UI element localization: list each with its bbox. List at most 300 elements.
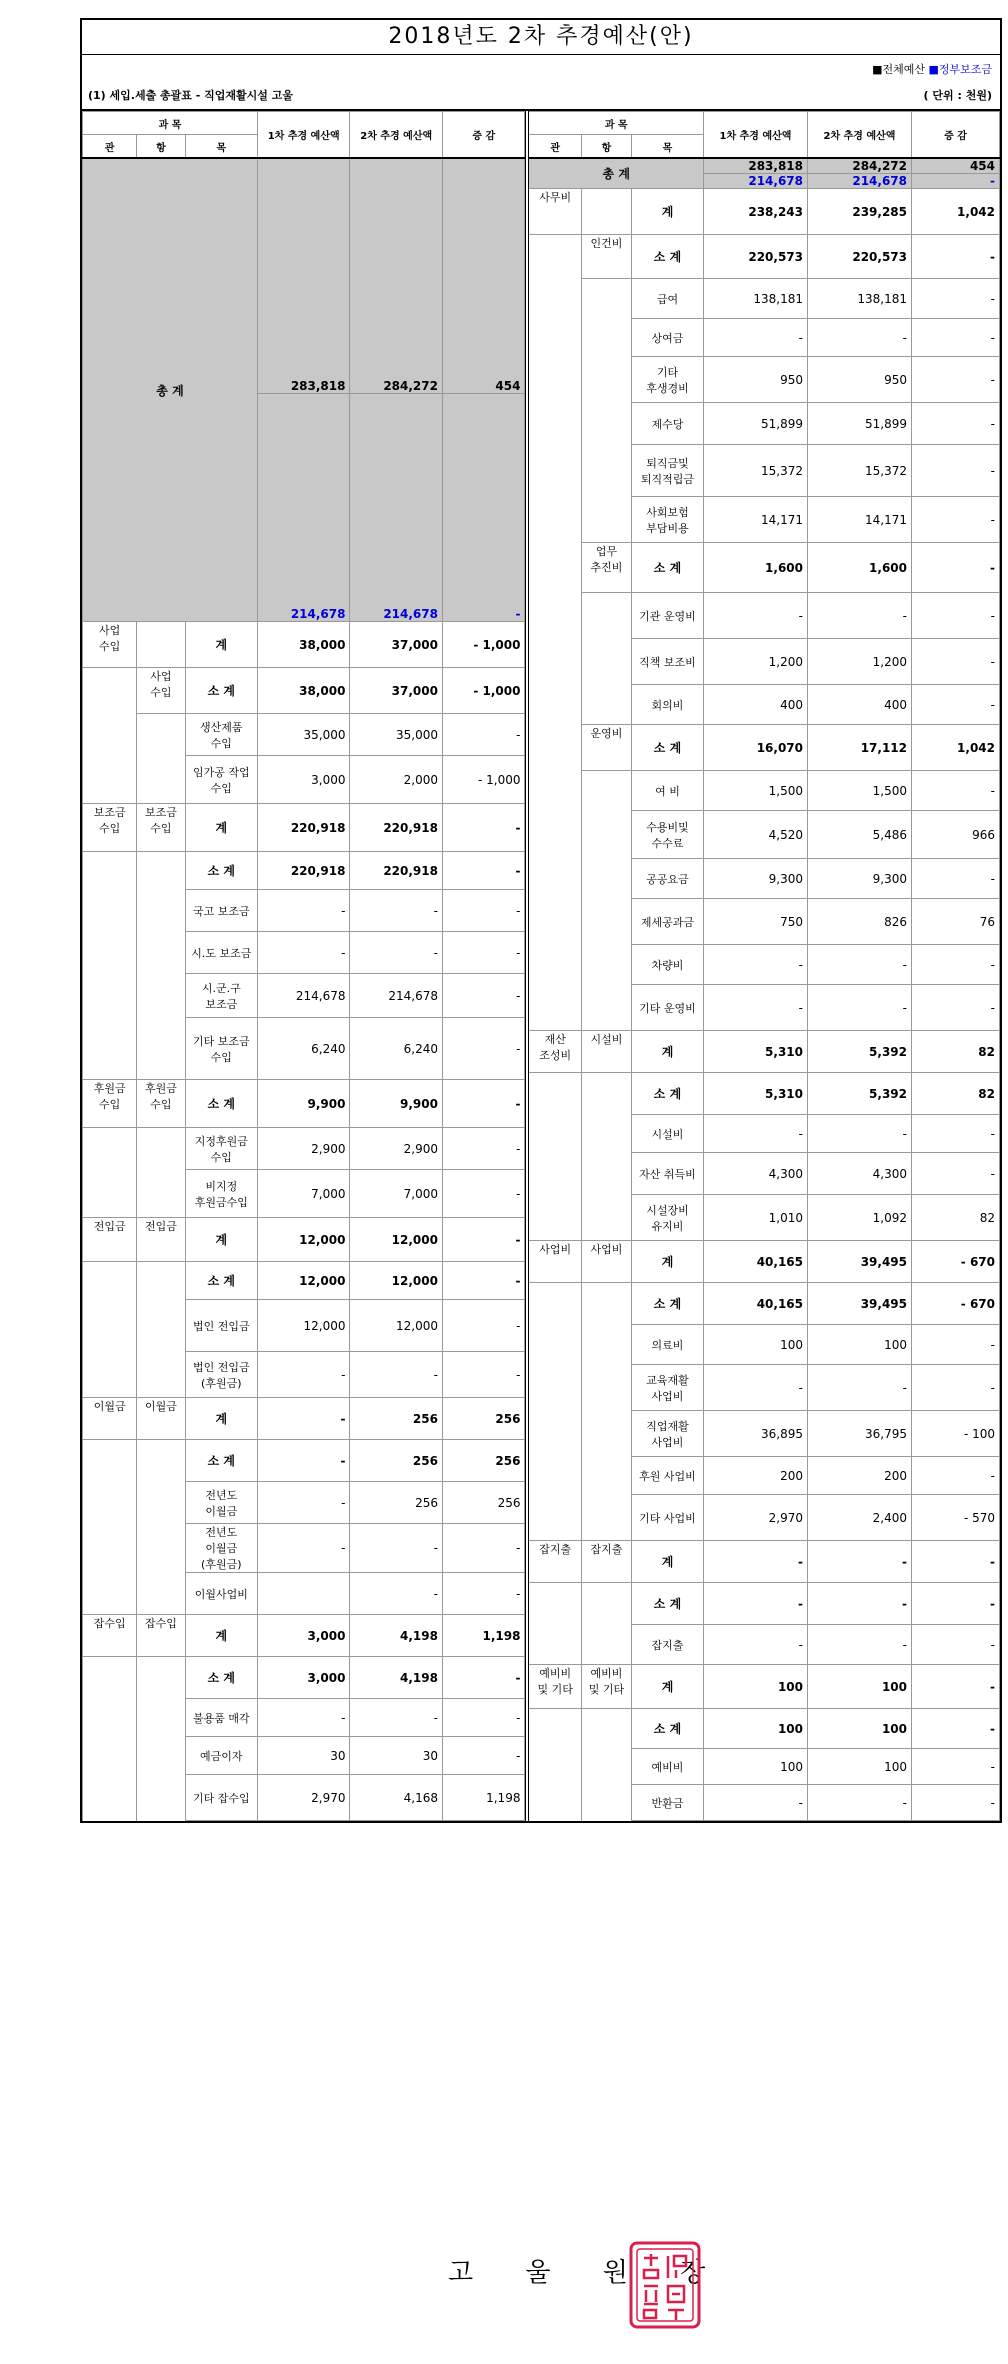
cell-gwan: [527, 543, 581, 593]
footer: [0, 2240, 1008, 2310]
cell-budget1: 12,000: [257, 1300, 350, 1352]
total-b1: 283,818: [704, 158, 808, 174]
cell-budget1: 1,500: [704, 771, 808, 811]
cell-gwan: [527, 771, 581, 811]
cell-mok: 생산제품 수입: [185, 714, 257, 756]
cell-budget2: 9,900: [350, 1080, 443, 1128]
cell-gwan: [527, 899, 581, 945]
total-gov-b1: 214,678: [704, 174, 808, 189]
cell-diff: -: [912, 235, 1000, 279]
cell-gwan: [527, 1325, 581, 1365]
table-row: [83, 1218, 525, 1262]
cell-budget2: 6,240: [350, 1018, 443, 1080]
cell-hang: 업무 추진비: [581, 543, 631, 593]
table-row: [527, 899, 999, 945]
cell-mok: 기타 후생경비: [631, 357, 703, 403]
cell-diff: -: [912, 945, 1000, 985]
cell-budget1: [257, 1573, 350, 1615]
cell-mok: 차량비: [631, 945, 703, 985]
cell-diff: 1,042: [912, 189, 1000, 235]
cell-budget2: 36,795: [808, 1411, 912, 1457]
header-budget1: 1차 추경 예산액: [257, 112, 350, 159]
cell-diff: -: [912, 771, 1000, 811]
cell-hang: [581, 1457, 631, 1495]
cell-hang: [581, 1153, 631, 1195]
cell-hang: [581, 1495, 631, 1541]
cell-budget2: -: [350, 1573, 443, 1615]
cell-hang: [581, 593, 631, 639]
cell-mok: 소 계: [631, 1073, 703, 1115]
cell-diff: - 1,000: [442, 622, 524, 668]
cell-mok: 기타 운영비: [631, 985, 703, 1031]
table-row: [83, 932, 525, 974]
table-row: [527, 403, 999, 445]
cell-budget2: 200: [808, 1457, 912, 1495]
table-row: [527, 1283, 999, 1325]
total-b2: 284,272: [808, 158, 912, 174]
cell-budget1: -: [704, 1541, 808, 1583]
cell-mok: 사회보험 부담비용: [631, 497, 703, 543]
header-gwan: 관: [83, 135, 137, 159]
table-row: [83, 1775, 525, 1821]
cell-budget2: 2,900: [350, 1128, 443, 1170]
revenue-body: [83, 158, 525, 1821]
cell-budget1: 51,899: [704, 403, 808, 445]
official-seal: [628, 2240, 702, 2330]
cell-mok: 계: [185, 804, 257, 852]
cell-budget1: 30: [257, 1737, 350, 1775]
cell-mok: 급여: [631, 279, 703, 319]
cell-mok: 소 계: [631, 235, 703, 279]
cell-diff: -: [442, 1128, 524, 1170]
cell-budget1: 200: [704, 1457, 808, 1495]
cell-budget2: 37,000: [350, 622, 443, 668]
table-row: [83, 804, 525, 852]
cell-budget1: -: [704, 1785, 808, 1821]
cell-budget1: 220,573: [704, 235, 808, 279]
cell-mok: 계: [631, 1241, 703, 1283]
cell-budget2: 7,000: [350, 1170, 443, 1218]
cell-budget2: 5,392: [808, 1031, 912, 1073]
cell-hang: [581, 899, 631, 945]
table-row: [527, 235, 999, 279]
cell-hang: [581, 1365, 631, 1411]
cell-mok: 소 계: [631, 1283, 703, 1325]
table-row: [83, 668, 525, 714]
cell-mok: 지정후원금 수입: [185, 1128, 257, 1170]
cell-gwan: 전입금: [83, 1218, 137, 1262]
cell-gwan: [83, 1170, 137, 1218]
cell-diff: -: [442, 1262, 524, 1300]
cell-diff: - 100: [912, 1411, 1000, 1457]
table-row: [527, 445, 999, 497]
cell-budget2: 826: [808, 899, 912, 945]
cell-budget2: 214,678: [350, 974, 443, 1018]
cell-budget1: -: [704, 985, 808, 1031]
table-row: [527, 985, 999, 1031]
cell-mok: 이월사업비: [185, 1573, 257, 1615]
cell-gwan: [83, 1657, 137, 1699]
header-hang: 항: [137, 135, 185, 159]
table-row: [83, 1128, 525, 1170]
cell-hang: 이월금: [137, 1398, 185, 1440]
header-budget2: 2차 추경 예산액: [808, 112, 912, 159]
cell-budget2: 4,168: [350, 1775, 443, 1821]
cell-budget1: 9,300: [704, 859, 808, 899]
cell-gwan: [527, 811, 581, 859]
cell-gwan: 사업비: [527, 1241, 581, 1283]
cell-mok: 전년도 이월금: [185, 1482, 257, 1524]
cell-diff: -: [912, 1583, 1000, 1625]
cell-hang: [581, 1411, 631, 1457]
cell-budget2: -: [808, 1625, 912, 1665]
table-row: [527, 1115, 999, 1153]
cell-gwan: 보조금 수입: [83, 804, 137, 852]
cell-budget1: 9,900: [257, 1080, 350, 1128]
cell-mok: 계: [631, 1665, 703, 1709]
cell-gwan: [83, 1128, 137, 1170]
cell-budget2: -: [350, 1699, 443, 1737]
cell-hang: [581, 1073, 631, 1115]
expense-body: [527, 158, 999, 1821]
cell-budget1: -: [257, 1398, 350, 1440]
cell-budget2: 220,573: [808, 235, 912, 279]
cell-budget1: 950: [704, 357, 808, 403]
table-row: [527, 1411, 999, 1457]
cell-diff: -: [442, 974, 524, 1018]
cell-mok: 소 계: [185, 1080, 257, 1128]
legend: [872, 61, 992, 77]
cell-diff: -: [442, 714, 524, 756]
cell-budget2: 220,918: [350, 804, 443, 852]
cell-hang: [137, 1018, 185, 1080]
table-row: [83, 1352, 525, 1398]
total-gov-diff: -: [442, 394, 524, 622]
cell-budget2: -: [350, 1352, 443, 1398]
cell-mok: 후원 사업비: [631, 1457, 703, 1495]
cell-diff: 256: [442, 1482, 524, 1524]
table-row: [83, 1080, 525, 1128]
table-row: [83, 1615, 525, 1657]
cell-diff: -: [442, 890, 524, 932]
cell-budget1: 100: [704, 1709, 808, 1749]
cell-budget2: 12,000: [350, 1218, 443, 1262]
cell-diff: -: [912, 639, 1000, 685]
table-row: [83, 852, 525, 890]
header-hang: 항: [581, 135, 631, 159]
cell-budget1: -: [257, 1524, 350, 1573]
cell-budget2: 256: [350, 1398, 443, 1440]
cell-budget2: -: [350, 932, 443, 974]
table-row: [527, 497, 999, 543]
cell-mok: 계: [185, 1615, 257, 1657]
cell-mok: 법인 전입금: [185, 1300, 257, 1352]
cell-hang: [581, 1749, 631, 1785]
cell-mok: 소 계: [185, 1657, 257, 1699]
cell-gwan: [527, 1625, 581, 1665]
cell-gwan: [83, 1300, 137, 1352]
cell-budget2: 950: [808, 357, 912, 403]
table-row: [527, 1785, 999, 1821]
cell-mok: 자산 취득비: [631, 1153, 703, 1195]
cell-hang: 잡지출: [581, 1541, 631, 1583]
cell-mok: 소 계: [185, 852, 257, 890]
cell-mok: 기타 사업비: [631, 1495, 703, 1541]
header-budget1: 1차 추경 예산액: [704, 112, 808, 159]
cell-budget2: 100: [808, 1709, 912, 1749]
table-row: [527, 1153, 999, 1195]
cell-gwan: [527, 1583, 581, 1625]
cell-hang: [137, 1300, 185, 1352]
cell-diff: -: [442, 932, 524, 974]
total-diff: 454: [912, 158, 1000, 174]
cell-gwan: 사무비: [527, 189, 581, 235]
cell-gwan: [527, 1709, 581, 1749]
total-gov-b2: 214,678: [808, 174, 912, 189]
cell-mok: 예금이자: [185, 1737, 257, 1775]
cell-budget2: 1,092: [808, 1195, 912, 1241]
cell-budget1: 16,070: [704, 725, 808, 771]
cell-diff: -: [912, 1749, 1000, 1785]
cell-gwan: [527, 1195, 581, 1241]
cell-diff: 1,198: [442, 1615, 524, 1657]
cell-hang: [137, 1657, 185, 1699]
cell-mok: 상여금: [631, 319, 703, 357]
cell-budget2: -: [808, 985, 912, 1031]
cell-mok: 계: [185, 1218, 257, 1262]
legend-gov: ■정부보조금: [928, 63, 992, 76]
cell-mok: 시설장비 유지비: [631, 1195, 703, 1241]
cell-budget1: 4,520: [704, 811, 808, 859]
cell-mok: 수용비및 수수료: [631, 811, 703, 859]
cell-budget1: 6,240: [257, 1018, 350, 1080]
cell-diff: -: [442, 1573, 524, 1615]
table-row: [83, 1300, 525, 1352]
cell-budget1: -: [704, 1365, 808, 1411]
cell-hang: [581, 811, 631, 859]
cell-hang: [581, 1325, 631, 1365]
cell-budget2: -: [808, 593, 912, 639]
cell-diff: -: [912, 1457, 1000, 1495]
cell-gwan: 재산 조성비: [527, 1031, 581, 1073]
cell-gwan: [527, 725, 581, 771]
cell-diff: - 670: [912, 1241, 1000, 1283]
table-row: [527, 1365, 999, 1411]
cell-budget2: -: [350, 890, 443, 932]
cell-budget2: 100: [808, 1665, 912, 1709]
cell-diff: -: [912, 279, 1000, 319]
header-group: 과 목: [83, 112, 258, 135]
header-mok: 목: [631, 135, 703, 159]
table-row: [527, 1031, 999, 1073]
cell-budget2: 15,372: [808, 445, 912, 497]
table-row: [527, 319, 999, 357]
cell-budget1: 220,918: [257, 804, 350, 852]
cell-gwan: [527, 445, 581, 497]
cell-hang: [137, 1775, 185, 1821]
cell-budget2: -: [808, 1541, 912, 1583]
cell-diff: -: [912, 1625, 1000, 1665]
header-budget2: 2차 추경 예산액: [350, 112, 443, 159]
cell-hang: [581, 403, 631, 445]
cell-mok: 임가공 작업 수입: [185, 756, 257, 804]
cell-mok: 제세공과금: [631, 899, 703, 945]
cell-hang: [581, 1709, 631, 1749]
cell-gwan: 예비비 및 기타: [527, 1665, 581, 1709]
table-row: [527, 685, 999, 725]
header-mok: 목: [185, 135, 257, 159]
cell-gwan: [527, 1411, 581, 1457]
header-group: 과 목: [527, 112, 703, 135]
cell-gwan: [83, 852, 137, 890]
table-row: [527, 593, 999, 639]
table-row: [527, 1625, 999, 1665]
cell-diff: -: [442, 1657, 524, 1699]
cell-budget2: 39,495: [808, 1283, 912, 1325]
cell-budget1: -: [704, 593, 808, 639]
cell-gwan: [527, 1283, 581, 1325]
cell-hang: [581, 1625, 631, 1665]
cell-budget2: 37,000: [350, 668, 443, 714]
cell-budget2: 1,500: [808, 771, 912, 811]
cell-mok: 소 계: [631, 1583, 703, 1625]
total-b1: 283,818: [257, 158, 350, 394]
cell-budget1: 15,372: [704, 445, 808, 497]
table-row: [527, 189, 999, 235]
section-title: (1) 세입.세출 총괄표 - 직업재활시설 고울: [88, 89, 293, 102]
cell-gwan: [527, 1115, 581, 1153]
cell-diff: -: [442, 1737, 524, 1775]
cell-hang: [137, 714, 185, 756]
cell-hang: [137, 1524, 185, 1573]
cell-budget2: 14,171: [808, 497, 912, 543]
cell-budget1: 3,000: [257, 1615, 350, 1657]
cell-hang: [137, 1170, 185, 1218]
cell-gwan: [527, 859, 581, 899]
cell-gwan: [83, 1482, 137, 1524]
cell-diff: -: [912, 1115, 1000, 1153]
cell-budget1: 40,165: [704, 1283, 808, 1325]
cell-mok: 시.군.구 보조금: [185, 974, 257, 1018]
cell-budget2: 12,000: [350, 1300, 443, 1352]
cell-gwan: [527, 639, 581, 685]
cell-mok: 여 비: [631, 771, 703, 811]
cell-gwan: [527, 1153, 581, 1195]
cell-budget1: 38,000: [257, 622, 350, 668]
cell-gwan: [527, 985, 581, 1031]
table-row: [83, 1398, 525, 1440]
cell-budget1: -: [257, 890, 350, 932]
cell-mok: 기타 잡수입: [185, 1775, 257, 1821]
cell-mok: 직업재활 사업비: [631, 1411, 703, 1457]
cell-diff: -: [912, 1325, 1000, 1365]
cell-budget1: 40,165: [704, 1241, 808, 1283]
cell-hang: 전입금: [137, 1218, 185, 1262]
table-row: [83, 714, 525, 756]
cell-hang: 운영비: [581, 725, 631, 771]
cell-budget1: -: [704, 319, 808, 357]
cell-mok: 의료비: [631, 1325, 703, 1365]
cell-hang: 보조금 수입: [137, 804, 185, 852]
cell-gwan: [527, 1073, 581, 1115]
cell-gwan: 후원금 수입: [83, 1080, 137, 1128]
cell-gwan: 잡수입: [83, 1615, 137, 1657]
cell-gwan: [83, 1699, 137, 1737]
cell-budget2: 4,300: [808, 1153, 912, 1195]
cell-budget2: 1,200: [808, 639, 912, 685]
cell-mok: 소 계: [185, 1440, 257, 1482]
cell-diff: -: [912, 859, 1000, 899]
table-row: [527, 1541, 999, 1583]
cell-diff: - 1,000: [442, 668, 524, 714]
cell-gwan: [527, 1457, 581, 1495]
cell-gwan: [83, 974, 137, 1018]
cell-diff: 82: [912, 1195, 1000, 1241]
cell-mok: 교육재활 사업비: [631, 1365, 703, 1411]
cell-budget1: 2,900: [257, 1128, 350, 1170]
table-row: [83, 1657, 525, 1699]
cell-budget2: 2,000: [350, 756, 443, 804]
cell-budget1: 3,000: [257, 756, 350, 804]
cell-mok: 불용품 매각: [185, 1699, 257, 1737]
table-row: [527, 639, 999, 685]
cell-diff: -: [912, 543, 1000, 593]
cell-hang: [581, 945, 631, 985]
cell-budget2: 9,300: [808, 859, 912, 899]
total-gov-b1: 214,678: [257, 394, 350, 622]
total-row: [527, 158, 999, 174]
table-row: [527, 1457, 999, 1495]
cell-hang: 후원금 수입: [137, 1080, 185, 1128]
cell-gwan: [83, 1440, 137, 1482]
cell-diff: -: [912, 1785, 1000, 1821]
cell-mok: 소 계: [631, 725, 703, 771]
cell-mok: 직책 보조비: [631, 639, 703, 685]
tables-wrapper: [82, 111, 1000, 1821]
cell-diff: 76: [912, 899, 1000, 945]
cell-diff: 256: [442, 1440, 524, 1482]
cell-hang: [581, 445, 631, 497]
cell-mok: 공공요금: [631, 859, 703, 899]
table-row: [527, 357, 999, 403]
cell-hang: [137, 932, 185, 974]
table-row: [527, 811, 999, 859]
table-row: [527, 1241, 999, 1283]
cell-diff: -: [442, 1080, 524, 1128]
cell-budget2: 30: [350, 1737, 443, 1775]
table-row: [83, 890, 525, 932]
cell-gwan: 잡지출: [527, 1541, 581, 1583]
cell-gwan: 사업 수입: [83, 622, 137, 668]
cell-diff: -: [912, 1365, 1000, 1411]
cell-budget2: 35,000: [350, 714, 443, 756]
cell-mok: 소 계: [185, 1262, 257, 1300]
table-row: [527, 1073, 999, 1115]
cell-budget2: 51,899: [808, 403, 912, 445]
cell-budget2: 256: [350, 1482, 443, 1524]
cell-diff: 256: [442, 1398, 524, 1440]
budget-document: [80, 18, 1002, 1823]
cell-hang: [581, 357, 631, 403]
cell-hang: [581, 1785, 631, 1821]
cell-diff: -: [912, 497, 1000, 543]
cell-gwan: [527, 1749, 581, 1785]
cell-gwan: [527, 1365, 581, 1411]
cell-gwan: [83, 932, 137, 974]
cell-mok: 국고 보조금: [185, 890, 257, 932]
cell-mok: 비지정 후원금수입: [185, 1170, 257, 1218]
cell-mok: 퇴직금및 퇴직적립금: [631, 445, 703, 497]
